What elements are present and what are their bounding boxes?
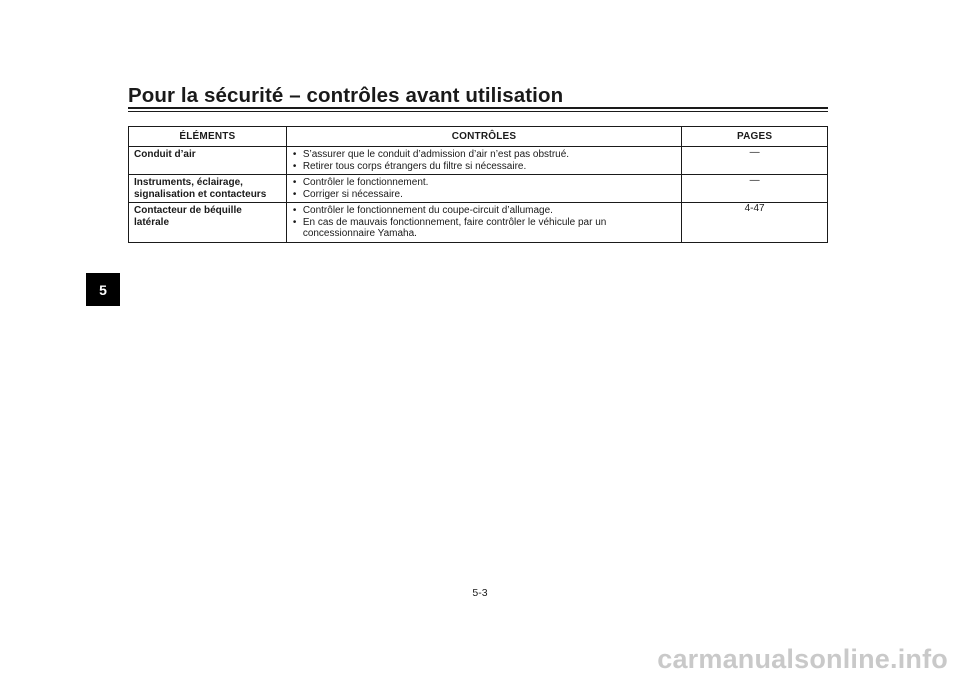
row-page: 4-47 (682, 203, 828, 243)
row-element-line: latérale (134, 216, 170, 228)
bullet-icon: • (292, 188, 297, 200)
row-controls (286, 203, 681, 243)
header-controls: CONTRÔLES (286, 127, 681, 147)
control-item: • Retirer tous corps étrangers du filtre si nécessaire. (292, 160, 527, 172)
row-page: — (682, 147, 828, 175)
inspection-table (128, 126, 828, 243)
row-controls (286, 147, 681, 175)
table-row (129, 175, 828, 203)
bullet-icon: • (292, 205, 297, 216)
control-item: • Corriger si nécessaire. (292, 188, 403, 200)
row-element-line: signalisation et contacteurs (134, 188, 267, 200)
title-rule-thick (128, 107, 828, 109)
control-item: • Contrôler le fonctionnement du coupe-circuit d’allumage. (292, 205, 553, 216)
row-element (129, 147, 287, 175)
bullet-icon: • (292, 216, 297, 228)
watermark: carmanualsonline.info (657, 644, 948, 674)
row-element-line: Instruments, éclairage, (134, 177, 243, 188)
table-row (129, 147, 828, 175)
control-item: • En cas de mauvais fonctionnement, faire contrôler le véhicule par un concessionnaire Yamaha. (292, 216, 607, 239)
row-controls (286, 175, 681, 203)
control-item: • S’assurer que le conduit d’admission d’air n’est pas obstrué. (292, 149, 570, 160)
table-row (129, 203, 828, 243)
row-element-line: Contacteur de béquille (134, 205, 242, 216)
row-element (129, 175, 287, 203)
header-elements: ÉLÉMENTS (129, 127, 287, 147)
bullet-icon: • (292, 160, 297, 172)
row-page: — (682, 175, 828, 203)
table-header-row (129, 127, 828, 147)
page-title: Pour la sécurité – contrôles avant utilisation (128, 84, 564, 107)
bullet-icon: • (292, 177, 297, 188)
row-element-line: Conduit d’air (134, 149, 196, 160)
header-pages: PAGES (682, 127, 828, 147)
row-element (129, 203, 287, 243)
chapter-tab: 5 (86, 273, 120, 306)
title-rule-thin (128, 111, 828, 112)
bullet-icon: • (292, 149, 297, 160)
control-item: • Contrôler le fonctionnement. (292, 177, 429, 188)
page-number: 5-3 (472, 587, 488, 599)
